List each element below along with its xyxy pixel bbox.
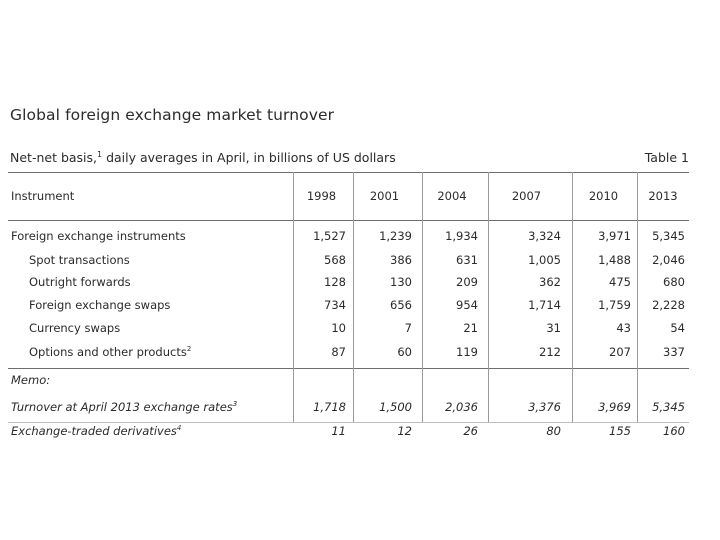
row-label-text: Spot transactions: [29, 253, 130, 267]
table-cell: 680: [663, 275, 685, 289]
table-cell: 43: [616, 321, 631, 335]
table-top-rule: [8, 172, 689, 173]
row-label-text: Foreign exchange swaps: [29, 298, 171, 312]
table-cell: 2,228: [652, 298, 685, 312]
table-cell: 54: [670, 321, 685, 335]
column-divider: [293, 172, 294, 422]
table-cell: 31: [546, 321, 561, 335]
table-cell: 631: [456, 253, 478, 267]
column-divider: [422, 172, 423, 422]
header-instrument: Instrument: [11, 189, 75, 203]
row-label-text: Outright forwards: [29, 275, 131, 289]
table-cell: 5,345: [652, 229, 685, 243]
table-cell: 2,046: [652, 253, 685, 267]
row-label-text: Turnover at April 2013 exchange rates: [11, 400, 233, 414]
table-cell: 656: [390, 298, 412, 312]
table-cell: 7: [404, 321, 412, 335]
table-cell: 1,527: [313, 229, 346, 243]
table-cell: 87: [331, 345, 346, 359]
table-cell: 1,488: [598, 253, 631, 267]
memo-label: Memo:: [11, 373, 51, 387]
memo-rule: [8, 368, 689, 369]
row-footnote: 2: [186, 345, 192, 354]
header-year: 2007: [511, 189, 542, 203]
table-cell: 3,376: [528, 400, 561, 414]
row-label-text: Exchange-traded derivatives: [11, 424, 177, 438]
header-year: 2001: [369, 189, 400, 203]
row-label-text: Options and other products: [29, 345, 187, 359]
table-cell: 337: [663, 345, 685, 359]
table-bottom-rule: [8, 422, 689, 423]
row-label: [29, 345, 191, 359]
table-cell: 10: [331, 321, 346, 335]
table-cell: 12: [397, 424, 412, 438]
row-label-text: Foreign exchange instruments: [11, 229, 186, 243]
table-cell: 207: [609, 345, 631, 359]
header-year: 2013: [648, 189, 678, 203]
table-cell: 1,714: [528, 298, 561, 312]
table-cell: 1,934: [445, 229, 478, 243]
row-footnote: 4: [176, 424, 182, 433]
row-label: [29, 321, 120, 335]
table-cell: 362: [539, 275, 561, 289]
table-cell: 80: [546, 424, 561, 438]
row-label: [11, 229, 186, 243]
column-divider: [353, 172, 354, 422]
table-cell: 3,969: [598, 400, 631, 414]
table-cell: 1,759: [598, 298, 631, 312]
table-cell: 160: [663, 424, 685, 438]
header-year: 2004: [437, 189, 467, 203]
table-subtitle: [10, 150, 396, 165]
table-cell: 3,324: [528, 229, 561, 243]
header-year: 2010: [588, 189, 619, 203]
table-cell: 1,718: [313, 400, 346, 414]
table-cell: 1,500: [379, 400, 412, 414]
row-label: [11, 424, 181, 438]
table-cell: 568: [324, 253, 346, 267]
row-label: [29, 298, 170, 312]
turnover-table: [8, 172, 689, 438]
column-divider: [637, 172, 638, 422]
table-cell: 1,239: [379, 229, 412, 243]
subtitle-suffix: daily averages in April, in billions of US dollars: [102, 150, 396, 166]
subtitle-footnote: 1: [97, 150, 103, 159]
header-year: 1998: [306, 189, 337, 203]
table-cell: 11: [331, 424, 346, 438]
row-label-text: Currency swaps: [29, 321, 121, 335]
table-cell: 130: [390, 275, 412, 289]
table-cell: 21: [463, 321, 478, 335]
table-cell: 3,971: [598, 229, 631, 243]
row-footnote: 3: [232, 400, 238, 409]
row-label: [11, 400, 237, 414]
table-number: Table 1: [644, 150, 689, 165]
row-label: [29, 275, 131, 289]
subtitle-prefix: Net-net basis,: [10, 150, 98, 166]
table-cell: 5,345: [652, 400, 685, 414]
table-title: Global foreign exchange market turnover: [10, 106, 335, 124]
table-cell: 209: [456, 275, 478, 289]
table-cell: 386: [390, 253, 412, 267]
table-cell: 155: [609, 424, 631, 438]
table-cell: 60: [397, 345, 412, 359]
table-cell: 734: [324, 298, 346, 312]
table-cell: 1,005: [528, 253, 561, 267]
table-cell: 475: [609, 275, 631, 289]
header-rule: [8, 220, 689, 221]
table-cell: 212: [539, 345, 561, 359]
table-cell: 26: [463, 424, 478, 438]
table-cell: 2,036: [445, 400, 478, 414]
column-divider: [488, 172, 489, 422]
table-cell: 954: [456, 298, 478, 312]
row-label: [29, 253, 130, 267]
table-cell: 119: [456, 345, 478, 359]
table-cell: 128: [324, 275, 346, 289]
column-divider: [572, 172, 573, 422]
